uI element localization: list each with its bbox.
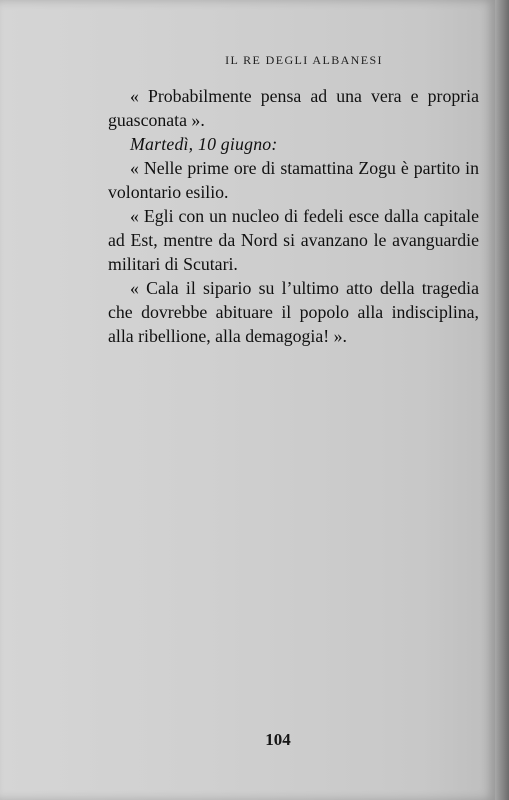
paragraph-4: « Cala il sipario su l’ultimo atto della tragedia che dovrebbe abituare il popolo alla indisciplina, alla ribellione, alla demagogia! ». <box>108 278 479 346</box>
running-title: IL RE DEGLI ALBANESI <box>225 53 383 67</box>
page-number-text: 104 <box>265 730 291 749</box>
running-header <box>0 49 496 68</box>
paragraph-1: « Probabilmente pensa ad una vera e propria guasconata ». <box>108 86 479 130</box>
page-body <box>108 84 479 348</box>
binding-shadow <box>495 0 509 800</box>
paragraph-3: « Egli con un nucleo di fedeli esce dalla capitale ad Est, mentre da Nord si avanzano le avanguardie militari di Scutari. <box>108 206 479 274</box>
paragraph-2: « Nelle prime ore di stamattina Zogu è partito in volontario esilio. <box>108 158 479 202</box>
page-number <box>0 730 496 750</box>
date-heading: Martedì, 10 giugno: <box>130 134 278 154</box>
